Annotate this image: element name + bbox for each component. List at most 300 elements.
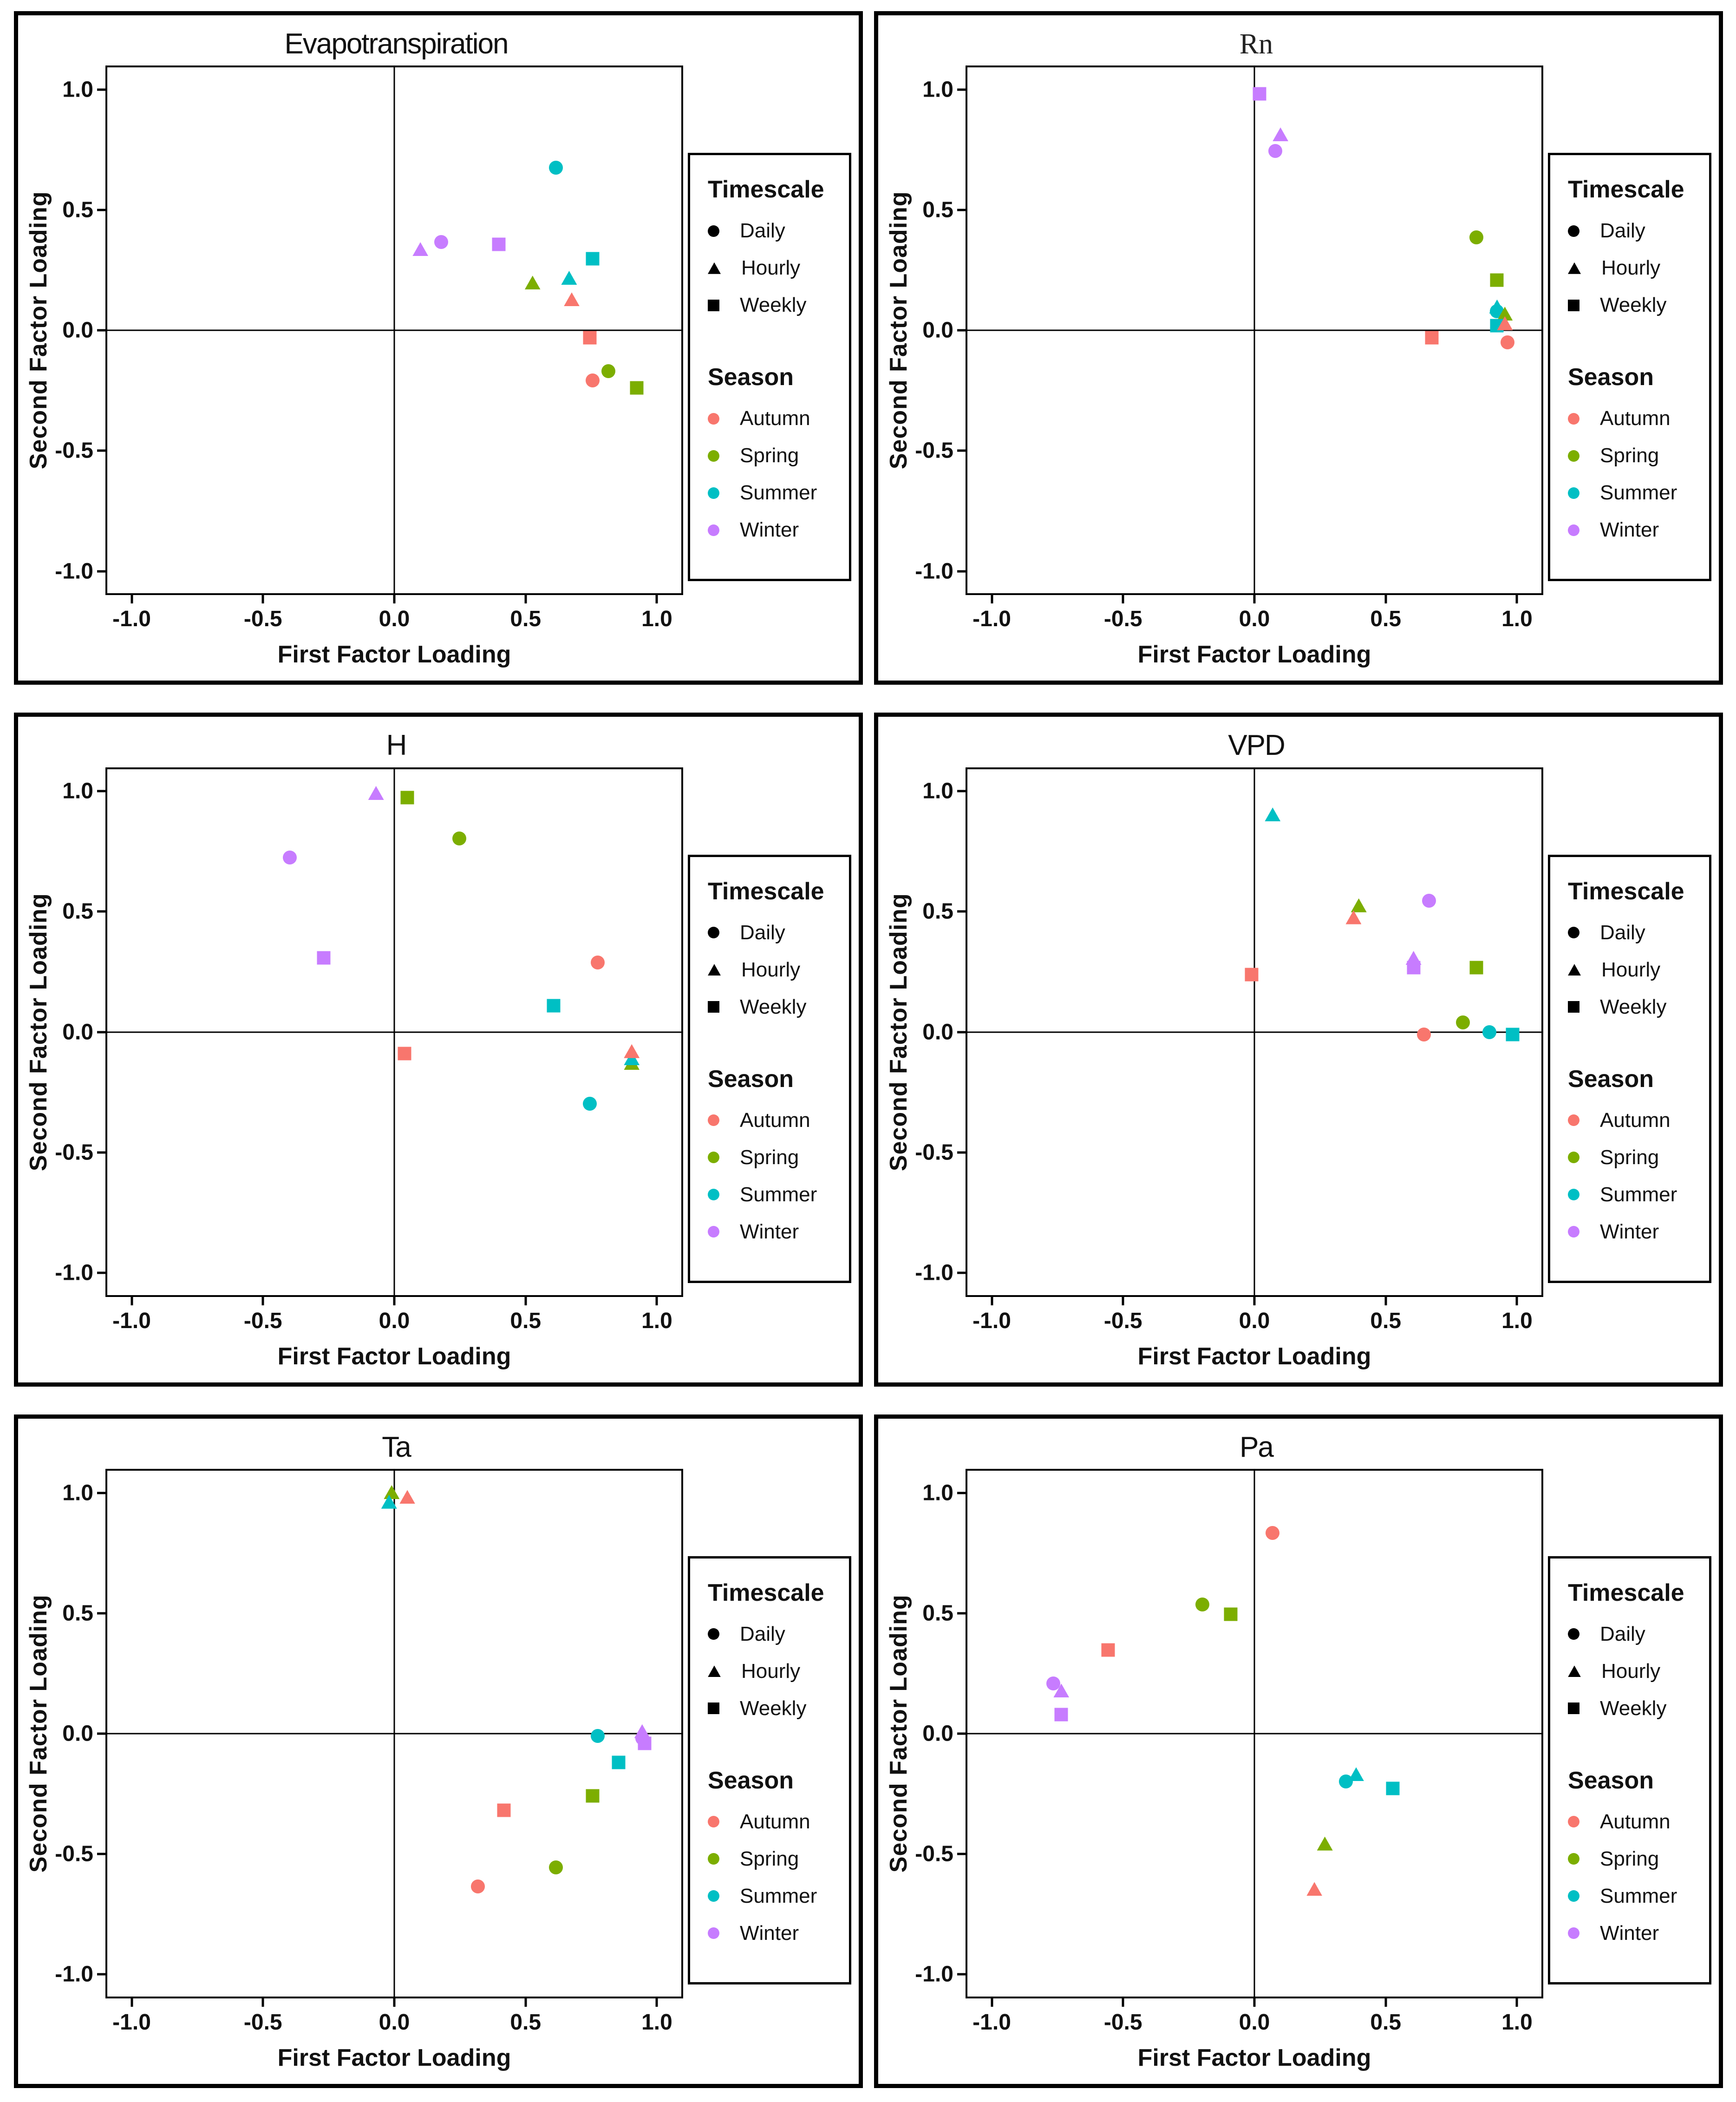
circle-swatch-icon [708,1628,719,1640]
y-tick-label: -1.0 [55,1260,93,1285]
legend-column [1543,767,1711,1370]
triangle-swatch-icon [708,1665,721,1677]
legend-item-winter [708,1922,840,1945]
legend-item-hourly [1568,1660,1700,1683]
data-point-autumn-weekly [1245,968,1259,982]
plot-block [885,1469,1543,2072]
summer-color-swatch-icon [708,1890,719,1902]
legend-box [688,153,851,581]
x-tick-label: 0.0 [1239,1308,1270,1333]
data-point-winter-weekly [317,951,331,965]
legend-item-label: Autumn [1600,1108,1671,1132]
y-tick-label: -1.0 [55,559,93,583]
y-tick-mark [97,790,105,792]
x-tick-label: -0.5 [243,607,282,632]
legend-item-label: Hourly [741,958,801,981]
panel-pa [874,1414,1723,2088]
y-tick-mark [97,910,105,913]
data-point-autumn-weekly [497,1803,510,1817]
y-tick-label: -0.5 [915,1140,953,1165]
legend-item-autumn [1568,1109,1700,1132]
data-point-winter-weekly [492,237,505,251]
square-swatch-icon [1568,1703,1579,1714]
zero-horizontal-line [967,330,1541,331]
spring-color-swatch-icon [708,1853,719,1865]
panel-vpd [874,713,1723,1386]
y-tick-label: 1.0 [922,77,953,102]
y-tick-mark [957,1492,966,1494]
legend-item-daily [1568,219,1700,242]
x-tick-mark [131,1998,133,2007]
legend-item-weekly [708,995,840,1019]
legend-item-label: Hourly [741,1659,801,1683]
data-point-summer-daily [549,161,563,175]
legend-item-label: Weekly [740,995,807,1018]
data-point-summer-weekly [612,1755,626,1769]
legend-season-items [708,1109,840,1244]
legend-item-label: Hourly [741,256,801,280]
legend-column [683,1469,851,2072]
legend-timescale-title: Timescale [1568,877,1684,905]
y-axis-ticks [917,767,966,1297]
data-point-winter-hourly [1273,127,1288,141]
zero-horizontal-line [107,1031,681,1033]
x-tick-mark [131,1297,133,1305]
panel-title: H [386,729,406,762]
legend-box [688,1556,851,1984]
y-tick-mark [957,1973,966,1976]
summer-color-swatch-icon [1568,1189,1579,1200]
y-tick-label: 1.0 [62,779,93,804]
square-swatch-icon [708,1001,719,1013]
panel-title: Ta [382,1431,411,1463]
legend-item-label: Autumn [740,1810,810,1833]
data-point-spring-daily [601,364,615,378]
triangle-swatch-icon [1568,964,1581,976]
x-tick-mark [262,1297,264,1305]
x-tick-mark [656,595,658,603]
legend-season-title: Season [1568,364,1654,391]
legend-season-title: Season [708,1767,794,1794]
data-point-summer-hourly [1265,807,1280,821]
legend-item-summer [708,481,840,504]
data-point-winter-daily [434,235,448,249]
y-tick-mark [957,1853,966,1855]
x-axis-label: First Factor Loading [1137,1342,1371,1370]
x-axis-label: First Factor Loading [1137,2044,1371,2071]
y-axis-label: Second Factor Loading [25,1594,52,1873]
data-point-summer-daily [1339,1775,1353,1788]
legend-item-hourly [708,1660,840,1683]
legend-season-items [1568,1109,1700,1244]
x-tick-label: -0.5 [243,1308,282,1333]
legend-item-label: Autumn [1600,1810,1671,1833]
data-point-autumn-daily [1501,335,1514,349]
data-point-summer-hourly [561,271,577,285]
data-point-winter-daily [1268,144,1282,158]
x-tick-label: -0.5 [1103,607,1142,632]
x-axis-ticks [105,1998,683,2037]
legend-item-label: Spring [1600,1146,1659,1169]
y-tick-label: 1.0 [922,1480,953,1506]
x-tick-label: 0.0 [379,607,410,632]
legend-item-winter [1568,1922,1700,1945]
x-tick-label: -1.0 [112,1308,151,1333]
summer-color-swatch-icon [1568,1890,1579,1902]
legend-item-spring [1568,1847,1700,1871]
x-tick-label: -1.0 [112,2010,151,2035]
winter-color-swatch-icon [1568,524,1579,536]
legend-column [1543,65,1711,668]
legend-season-items [708,407,840,542]
legend-item-label: Winter [1600,1921,1659,1945]
y-tick-mark [97,570,105,572]
legend-item-hourly [1568,256,1700,280]
x-tick-label: 0.5 [1370,2010,1402,2035]
x-tick-mark [1384,595,1387,603]
legend-item-label: Autumn [740,407,810,430]
x-tick-mark [393,1998,396,2007]
plot-area [105,1469,683,1998]
x-tick-label: 0.0 [379,1308,410,1333]
y-tick-mark [957,450,966,452]
x-axis-ticks [105,1297,683,1336]
panel-body [25,65,851,668]
legend-item-weekly [708,1697,840,1720]
y-tick-mark [97,1031,105,1033]
y-tick-label: 0.5 [62,197,93,223]
legend-item-label: Daily [740,219,785,242]
legend-timescale-items [708,219,840,317]
legend-item-daily [1568,921,1700,944]
autumn-color-swatch-icon [1568,1816,1579,1827]
x-tick-label: 0.5 [510,607,542,632]
data-point-summer-daily [1482,1025,1496,1039]
legend-item-summer [1568,1885,1700,1908]
legend-item-autumn [1568,1810,1700,1834]
panel-body [25,1469,851,2072]
legend-season-title: Season [708,364,794,391]
y-axis-ticks [917,1469,966,1998]
data-point-summer-weekly [1386,1782,1399,1795]
legend-item-winter [708,1220,840,1244]
legend-box [688,855,851,1283]
y-tick-label: 1.0 [62,1480,93,1506]
y-tick-label: 1.0 [62,77,93,102]
data-point-spring-weekly [1469,961,1483,974]
data-point-winter-weekly [1407,961,1420,974]
y-tick-mark [97,1271,105,1274]
y-axis-label: Second Factor Loading [885,191,912,470]
zero-horizontal-line [967,1031,1541,1033]
legend-item-spring [708,1847,840,1871]
data-point-winter-weekly [638,1736,652,1750]
legend-item-label: Spring [740,1146,799,1169]
legend-item-label: Daily [740,921,785,944]
x-tick-label: 1.0 [641,2010,672,2035]
legend-column [683,767,851,1370]
x-tick-mark [262,595,264,603]
y-tick-mark [957,1732,966,1735]
x-axis-ticks [966,1998,1543,2037]
x-tick-label: 0.5 [1370,607,1402,632]
x-tick-label: 0.0 [1239,2010,1270,2035]
data-point-spring-weekly [1224,1607,1238,1621]
legend-timescale-title: Timescale [1568,176,1684,203]
y-tick-label: -1.0 [915,1260,953,1285]
x-axis-label: First Factor Loading [277,641,511,668]
x-tick-mark [1516,1297,1518,1305]
x-tick-mark [991,1998,993,2007]
legend-item-summer [1568,481,1700,504]
panel-evapotranspiration [14,11,863,685]
x-tick-mark [1253,1297,1256,1305]
legend-item-daily [1568,1623,1700,1646]
square-swatch-icon [708,1703,719,1714]
legend-item-hourly [708,256,840,280]
legend-item-daily [708,921,840,944]
y-tick-label: 0.0 [62,1020,93,1045]
legend-item-winter [1568,518,1700,542]
legend-item-spring [708,1146,840,1169]
autumn-color-swatch-icon [1568,1114,1579,1126]
data-point-winter-hourly [368,786,384,800]
legend-timescale-items [708,921,840,1019]
legend-timescale-title: Timescale [708,176,824,203]
y-tick-mark [957,329,966,332]
x-tick-mark [524,1297,527,1305]
legend-item-label: Summer [1600,481,1677,504]
x-tick-mark [656,1297,658,1305]
x-tick-mark [1384,1297,1387,1305]
data-point-spring-hourly [525,275,541,289]
legend-season-items [1568,407,1700,542]
legend-item-weekly [1568,294,1700,317]
y-tick-label: -0.5 [55,1140,93,1165]
legend-item-spring [1568,444,1700,467]
square-swatch-icon [708,300,719,311]
legend-timescale-items [1568,219,1700,317]
x-tick-label: 0.0 [1239,607,1270,632]
x-tick-mark [991,595,993,603]
spring-color-swatch-icon [1568,1853,1579,1865]
x-axis-label: First Factor Loading [277,2044,511,2071]
data-point-autumn-hourly [1345,910,1361,924]
plot-area [966,767,1543,1297]
y-tick-label: 1.0 [922,779,953,804]
data-point-autumn-weekly [1425,331,1439,344]
triangle-swatch-icon [1568,262,1581,274]
y-tick-mark [97,1612,105,1614]
legend-timescale-items [708,1623,840,1720]
y-axis-label: Second Factor Loading [885,893,912,1171]
summer-color-swatch-icon [708,1189,719,1200]
x-axis-label: First Factor Loading [277,1342,511,1370]
x-tick-mark [1122,1998,1124,2007]
x-tick-label: 0.5 [510,1308,542,1333]
x-axis-ticks [105,595,683,634]
legend-item-label: Hourly [1601,958,1661,981]
y-tick-label: 0.5 [922,899,953,924]
data-point-autumn-hourly [399,1490,415,1504]
triangle-swatch-icon [1568,1665,1581,1677]
y-tick-mark [957,1031,966,1033]
legend-item-label: Hourly [1601,256,1661,280]
plot-area [105,767,683,1297]
y-tick-mark [957,910,966,913]
y-tick-label: 0.5 [922,1601,953,1626]
y-tick-label: -1.0 [915,559,953,583]
data-point-autumn-daily [1417,1028,1431,1041]
x-tick-mark [131,595,133,603]
data-point-spring-hourly [1317,1837,1333,1851]
circle-swatch-icon [1568,225,1579,237]
legend-item-weekly [1568,995,1700,1019]
winter-color-swatch-icon [708,524,719,536]
legend-timescale-title: Timescale [1568,1579,1684,1606]
plot-block [885,65,1543,668]
legend-item-label: Winter [740,1220,799,1243]
y-tick-mark [957,1271,966,1274]
x-tick-mark [393,595,396,603]
legend-item-label: Spring [1600,444,1659,467]
x-tick-label: -1.0 [112,607,151,632]
x-tick-mark [1253,1998,1256,2007]
legend-item-label: Daily [1600,219,1645,242]
autumn-color-swatch-icon [708,1816,719,1827]
legend-item-label: Hourly [1601,1659,1661,1683]
autumn-color-swatch-icon [708,413,719,425]
x-tick-mark [1516,595,1518,603]
x-tick-label: 1.0 [1501,1308,1533,1333]
x-tick-mark [1122,1297,1124,1305]
spring-color-swatch-icon [708,450,719,462]
data-point-spring-daily [549,1860,563,1874]
data-point-winter-daily [1046,1676,1060,1690]
y-tick-label: -1.0 [55,1962,93,1987]
y-tick-mark [97,450,105,452]
x-tick-mark [1122,595,1124,603]
plot-block [25,65,683,668]
data-point-summer-weekly [1506,1028,1520,1041]
data-point-spring-hourly [1351,898,1367,912]
x-tick-mark [1516,1998,1518,2007]
legend-season-title: Season [1568,1065,1654,1093]
legend-item-label: Winter [1600,518,1659,542]
x-tick-label: -1.0 [972,1308,1011,1333]
y-tick-label: 0.0 [62,1721,93,1746]
plot-block [885,767,1543,1370]
y-tick-label: 0.5 [62,899,93,924]
data-point-summer-daily [591,1729,605,1743]
y-tick-label: 0.5 [922,197,953,223]
legend-item-label: Winter [740,518,799,542]
panel-h [14,713,863,1386]
legend-item-label: Autumn [740,1108,810,1132]
panel-body [885,65,1711,668]
panel-body [885,1469,1711,2072]
legend-item-summer [1568,1183,1700,1206]
legend-item-autumn [708,407,840,430]
x-tick-mark [991,1297,993,1305]
y-tick-mark [97,1492,105,1494]
y-tick-label: 0.0 [922,1721,953,1746]
legend-item-hourly [1568,958,1700,982]
panel-title: Pa [1240,1431,1273,1463]
legend-item-label: Weekly [1600,1696,1667,1720]
y-tick-mark [957,89,966,91]
y-tick-mark [957,790,966,792]
x-tick-mark [393,1297,396,1305]
plot-area [966,65,1543,595]
y-axis-label: Second Factor Loading [25,191,52,470]
data-point-spring-daily [1195,1598,1209,1611]
y-axis-ticks [57,767,105,1297]
legend-item-hourly [708,958,840,982]
data-point-spring-weekly [586,1789,599,1802]
legend-timescale-title: Timescale [708,877,824,905]
legend-item-label: Daily [1600,1622,1645,1645]
panel-rn [874,11,1723,685]
panel-body [885,767,1711,1370]
x-tick-label: 1.0 [1501,2010,1533,2035]
x-tick-label: 0.0 [379,2010,410,2035]
square-swatch-icon [1568,300,1579,311]
y-axis-ticks [57,65,105,595]
x-axis-ticks [966,1297,1543,1336]
data-point-autumn-daily [471,1879,485,1893]
x-axis-label: First Factor Loading [1137,641,1371,668]
zero-horizontal-line [967,1733,1541,1734]
x-tick-label: -0.5 [1103,2010,1142,2035]
data-point-winter-weekly [1055,1708,1068,1721]
data-point-spring-weekly [401,791,414,805]
data-point-autumn-weekly [398,1047,411,1060]
spring-color-swatch-icon [1568,1152,1579,1163]
x-tick-label: -0.5 [1103,1308,1142,1333]
data-point-spring-weekly [630,381,644,394]
legend-item-spring [708,444,840,467]
x-tick-mark [656,1998,658,2007]
legend-item-label: Winter [740,1921,799,1945]
circle-swatch-icon [708,927,719,938]
data-point-autumn-hourly [564,292,580,306]
y-tick-mark [97,89,105,91]
legend-timescale-items [1568,921,1700,1019]
circle-swatch-icon [1568,927,1579,938]
data-point-autumn-weekly [1102,1643,1115,1657]
x-tick-label: 1.0 [641,1308,672,1333]
data-point-autumn-daily [586,373,600,387]
autumn-color-swatch-icon [1568,413,1579,425]
data-point-autumn-hourly [1306,1882,1322,1896]
legend-item-label: Autumn [1600,407,1671,430]
data-point-autumn-hourly [624,1044,640,1058]
panel-body [25,767,851,1370]
legend-season-title: Season [1568,1767,1654,1794]
y-tick-label: 0.0 [922,318,953,343]
legend-item-winter [708,518,840,542]
legend-box [1548,1556,1711,1984]
legend-item-summer [708,1183,840,1206]
y-tick-mark [97,329,105,332]
spring-color-swatch-icon [1568,450,1579,462]
data-point-summer-daily [583,1097,597,1111]
winter-color-swatch-icon [1568,1927,1579,1939]
legend-item-autumn [1568,407,1700,430]
legend-season-items [708,1810,840,1945]
y-tick-label: 0.0 [62,318,93,343]
